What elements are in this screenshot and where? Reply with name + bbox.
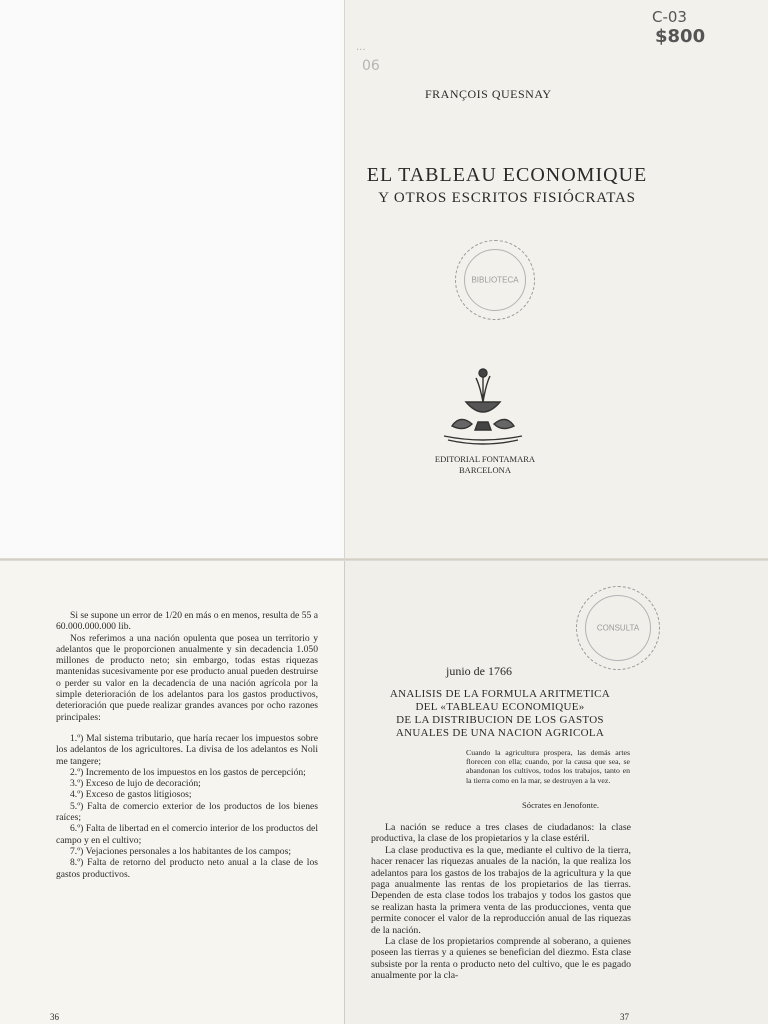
list-item: 3.º) Exceso de lujo de decoración; (70, 778, 201, 790)
section-heading-line-3: DE LA DISTRIBUCION DE LOS GASTOS (396, 714, 604, 726)
list-item: 5.º) Falta de comercio exterior de los productos de los bienes raíces; (56, 800, 318, 824)
paragraph: La nación se reduce a tres clases de ciudadanos: la clase productiva, la clase de los propietarios y la clase estéril. (371, 822, 631, 845)
page-36-body (56, 610, 318, 880)
section-heading-line-4: ANUALES DE UNA NACION AGRICOLA (395, 727, 605, 739)
publisher-emblem (438, 364, 528, 446)
section-heading-line-1: ANALISIS DE LA FORMULA ARITMETICA (389, 688, 611, 700)
handwritten-note-code: C-03 (652, 8, 687, 26)
handwritten-note-price: $800 (655, 26, 706, 47)
book-author: FRANÇOIS QUESNAY (425, 87, 552, 101)
publisher-name: EDITORIAL FONTAMARA (434, 454, 536, 464)
list-item: 1.º) Mal sistema tributario, que haría recaer los impuestos sobre los adelantos de los agricultores. La divisa de los adelantos es Noli me tangere; (56, 732, 318, 767)
epigraph-source: Sócrates en Jenofonte. (522, 800, 600, 810)
list-item: 7.º) Vejaciones personales a los habitantes de los campos; (70, 845, 291, 857)
epigraph: Cuando la agricultura prospera, las demás artes florecen con ella; cuando, por la causa que sea, se abandonan los cultivos, todos los trabajos, tanto en la tierra como en la mar, se destruyen a la vez. (466, 748, 630, 785)
library-stamp-title-page (455, 240, 535, 320)
stamp-text: CONSULTA (596, 623, 640, 633)
book-subtitle: Y OTROS ESCRITOS FISIÓCRATAS (378, 190, 636, 206)
page-number-37: 37 (620, 1012, 629, 1022)
top-left-panel (0, 0, 344, 560)
list-item: 8.º) Falta de retorno del producto neto anual a la clase de los gastos productivos. (56, 857, 318, 880)
handwritten-pencil-mark-2: 06 (362, 58, 380, 74)
paragraph: Si se supone un error de 1/20 en más o en menos, resulta de 55 a 60.000.000.000 lib. (56, 610, 318, 633)
publisher-city: BARCELONA (459, 465, 511, 475)
book-title: EL TABLEAU ECONOMIQUE (366, 164, 648, 186)
list-item: 4.º) Exceso de gastos litigiosos; (70, 789, 192, 801)
library-stamp-page-37 (576, 586, 660, 670)
list-item: 2.º) Incremento de los impuestos en los gastos de percepción; (70, 766, 306, 778)
paragraph: Nos referimos a una nación opulenta que posea un territorio y adelantos que le proporcionen anualmente y sin decadencia 1.050 millones de producto neto; sin embargo, todas estas riquezas mantenidas sucesivamente por ese producto anual pueden destruirse o perder su valor en la decadencia de una nación agrícola por la simple deterioración de los adelantos para los gastos productivos, deterioración que puede realizar grandes avances por ocho razones principales: (56, 632, 318, 723)
document-date: junio de 1766 (446, 664, 512, 678)
section-heading-line-2: DEL «TABLEAU ECONOMIQUE» (415, 701, 585, 713)
paragraph: La clase de los propietarios comprende al soberano, a quienes poseen las tierras y a quienes se benefician del diezmo. Esta clase subsiste por la renta o producto neto del cultivo, que le es pagado anualmente por la cla- (371, 936, 631, 982)
paragraph: La clase productiva es la que, mediante el cultivo de la tierra, hacer renacer las riquezas anuales de la nación, la que realiza los adelantos para los gastos de los trabajos de la agricultura y la que paga anualmente las rentas de los propietarios de las tierras. Dependen de esta clase todos los trabajos y todos los gastos que se realizan hasta la primera venta de las producciones, venta que permite conocer el valor de la reproducción anual de las riquezas de la nación. (371, 844, 631, 936)
list-item: 6.º) Falta de libertad en el comercio interior de los productos del campo y en el cultivo; (56, 823, 318, 846)
page-37-body (371, 822, 631, 982)
handwritten-pencil-mark: ... (356, 42, 366, 53)
page-fold (0, 558, 768, 561)
title-page-panel (344, 0, 768, 560)
publisher-block (420, 454, 550, 476)
stamp-text: BIBLIOTECA (471, 275, 519, 285)
emblem-vase-icon (444, 369, 522, 444)
page-number-36: 36 (50, 1012, 59, 1022)
